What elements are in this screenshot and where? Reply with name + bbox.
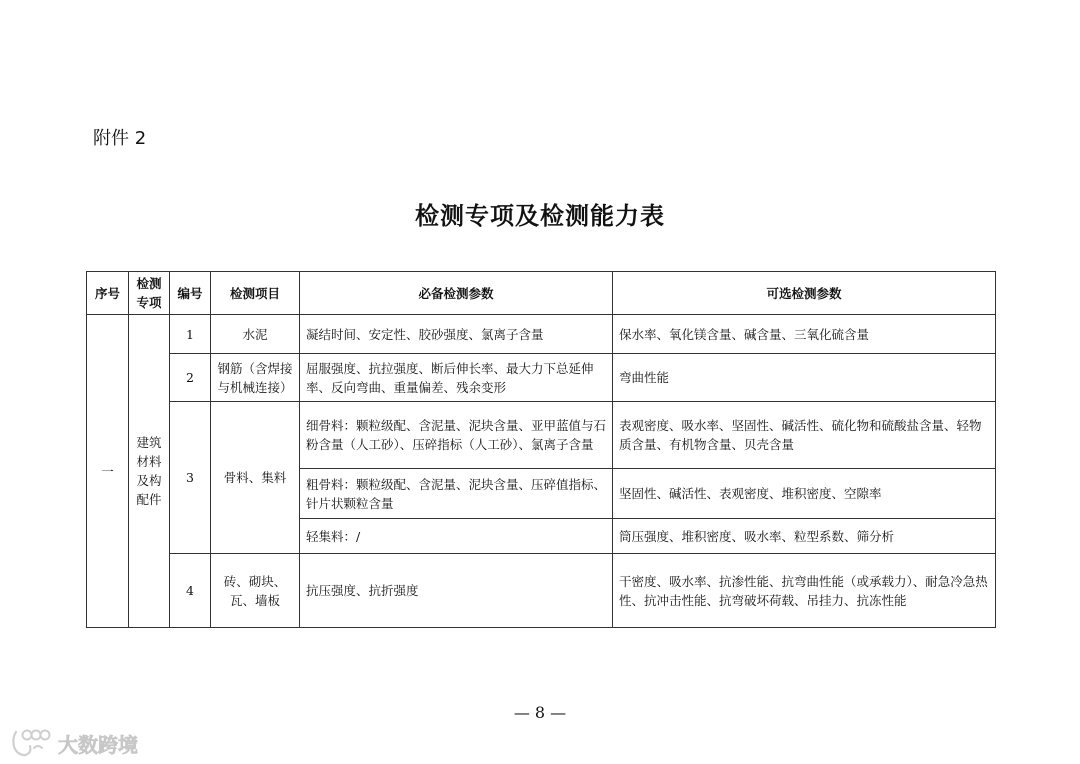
row-num: 1	[170, 315, 211, 354]
table-row	[87, 315, 996, 354]
document-title: 检测专项及检测能力表	[415, 202, 665, 230]
header-category: 检测专项	[129, 272, 170, 315]
table-header-row	[87, 272, 996, 315]
row-item: 水泥	[211, 315, 300, 354]
header-required: 必备检测参数	[300, 272, 613, 315]
row-required: 细骨料：颗粒级配、含泥量、泥块含量、亚甲蓝值与石粉含量（人工砂）、压碎指标（人工砂）、氯离子含量	[300, 402, 613, 469]
watermark	[10, 728, 138, 758]
group-seq: 一	[87, 315, 129, 628]
row-required: 抗压强度、抗折强度	[300, 554, 613, 628]
row-num: 2	[170, 354, 211, 402]
row-num: 3	[170, 402, 211, 554]
row-required: 粗骨料：颗粒级配、含泥量、泥块含量、压碎值指标、针片状颗粒含量	[300, 469, 613, 519]
row-item: 骨料、集料	[211, 402, 300, 554]
group-category: 建筑材料及构配件	[129, 315, 170, 628]
row-required: 轻集料：/	[300, 519, 613, 554]
row-optional: 保水率、氧化镁含量、碱含量、三氧化硫含量	[613, 315, 996, 354]
row-num: 4	[170, 554, 211, 628]
page-number: — 8 —	[513, 703, 567, 722]
row-required: 屈服强度、抗拉强度、断后伸长率、最大力下总延伸率、反向弯曲、重量偏差、残余变形	[300, 354, 613, 402]
row-optional: 表观密度、吸水率、坚固性、碱活性、硫化物和硫酸盐含量、轻物质含量、有机物含量、贝壳含量	[613, 402, 996, 469]
row-item: 砖、砌块、瓦、墙板	[211, 554, 300, 628]
header-num: 编号	[170, 272, 211, 315]
row-optional: 干密度、吸水率、抗渗性能、抗弯曲性能（或承载力）、耐急冷急热性、抗冲击性能、抗弯破坏荷载、吊挂力、抗冻性能	[613, 554, 996, 628]
row-required: 凝结时间、安定性、胶砂强度、氯离子含量	[300, 315, 613, 354]
row-optional: 坚固性、碱活性、表观密度、堆积密度、空隙率	[613, 469, 996, 519]
capability-table	[86, 271, 996, 628]
attachment-label: 附件 2	[93, 128, 147, 149]
row-optional: 筒压强度、堆积密度、吸水率、粒型系数、筛分析	[613, 519, 996, 554]
row-optional: 弯曲性能	[613, 354, 996, 402]
header-item: 检测项目	[211, 272, 300, 315]
row-item: 钢筋（含焊接与机械连接）	[211, 354, 300, 402]
table-row	[87, 554, 996, 628]
header-optional: 可选检测参数	[613, 272, 996, 315]
watermark-text: 大数跨境	[58, 732, 138, 757]
table-row	[87, 402, 996, 469]
brand-logo-icon	[10, 728, 54, 758]
table-row	[87, 354, 996, 402]
header-seq: 序号	[87, 272, 129, 315]
